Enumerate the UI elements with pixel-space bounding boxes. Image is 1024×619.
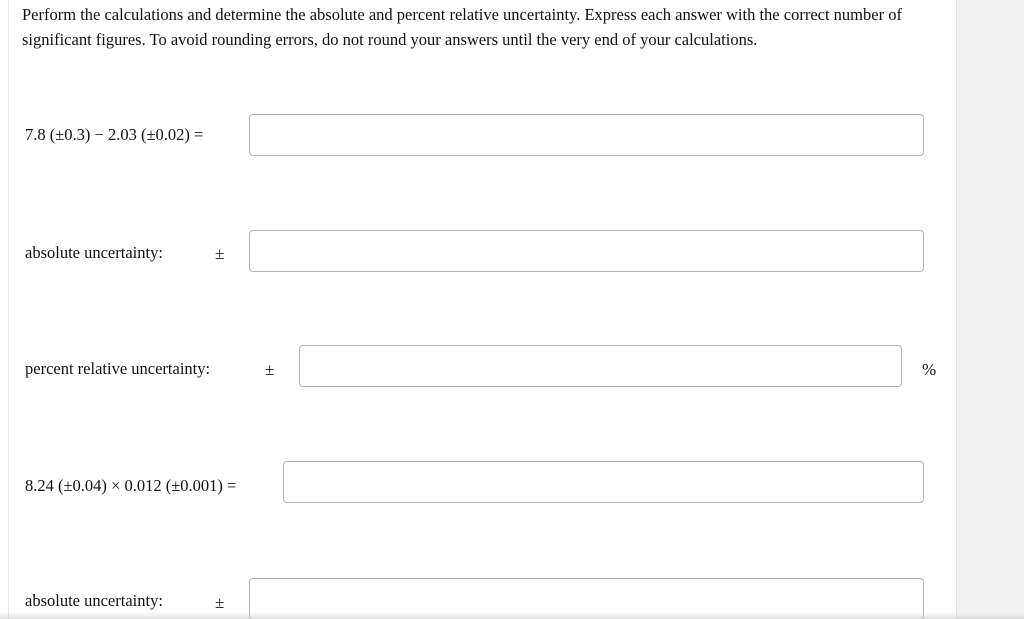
q1-percent-label: percent relative uncertainty: [25,359,211,378]
q2-absolute-plus-minus: ± [215,593,225,612]
q1-percent-row [0,345,956,389]
left-divider [8,0,9,619]
q1-result-input[interactable] [249,114,924,156]
q2-expression: 8.24 (±0.04) × 0.012 (±0.001) = [25,476,237,495]
q1-result-row [0,113,956,157]
right-gutter [956,0,1024,619]
q2-absolute-label: absolute uncertainty: [25,591,163,610]
q1-absolute-plus-minus: ± [215,244,225,263]
q1-absolute-row [0,229,956,273]
q2-result-row [0,461,956,505]
q1-absolute-label: absolute uncertainty: [25,243,163,262]
percent-unit: % [922,360,937,379]
instructions-text: Perform the calculations and determine the absolute and percent relative uncertainty. Express each answer with the correct number of significant figures. To avoid rounding errors, do not round your answers until the very end of your calculations. [22,5,902,49]
q1-expression: 7.8 (±0.3) − 2.03 (±0.02) = [25,125,204,144]
q1-percent-uncertainty-input[interactable] [299,345,902,387]
q1-absolute-uncertainty-input[interactable] [249,230,924,272]
q1-percent-plus-minus: ± [265,360,275,379]
q2-result-input[interactable] [283,461,924,503]
bottom-edge-shadow [0,612,1024,619]
